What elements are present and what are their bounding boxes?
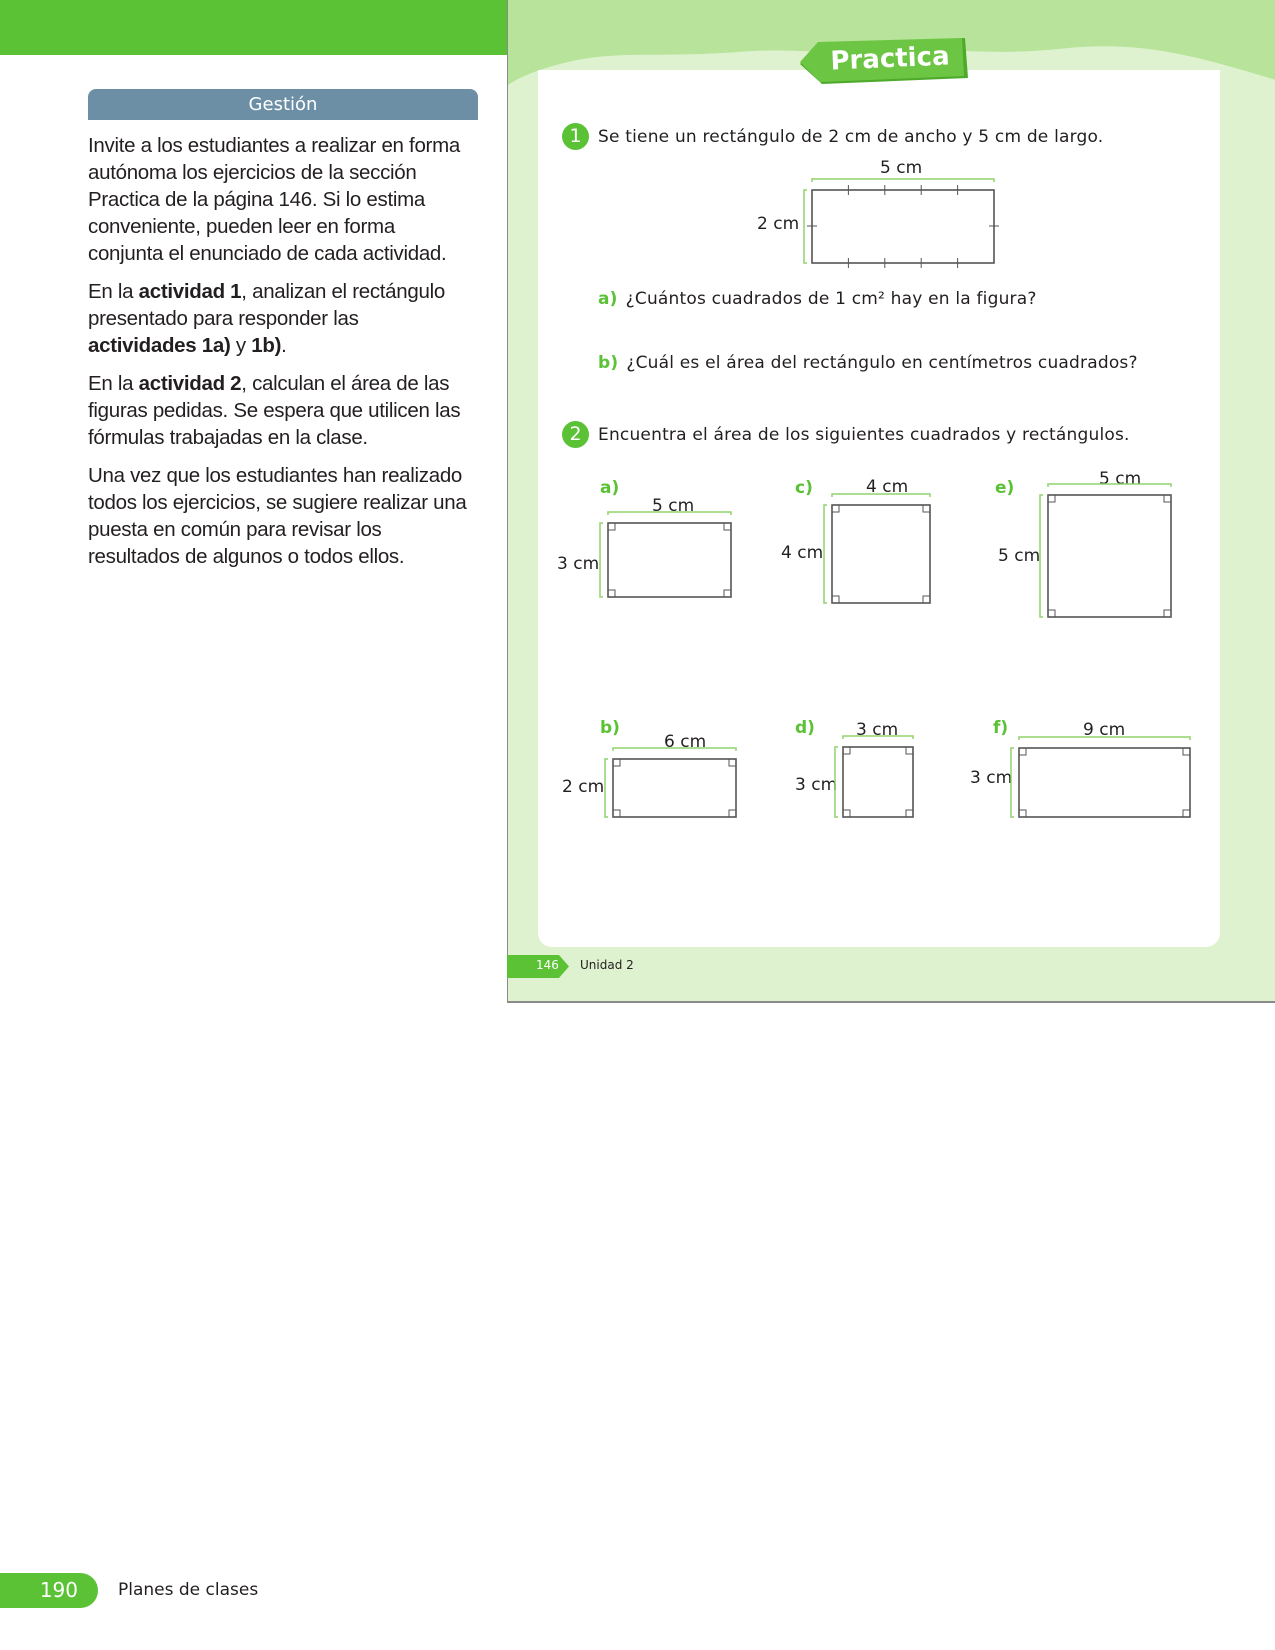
figure-c-width: 4 cm — [866, 477, 909, 497]
page-number-190: 190 — [0, 1573, 98, 1608]
content-card — [538, 70, 1220, 947]
figure-d-width: 3 cm — [856, 720, 899, 740]
figure-d-height: 3 cm — [795, 775, 838, 795]
figure-e-height: 5 cm — [998, 546, 1041, 566]
q1-width-label: 5 cm — [880, 158, 923, 178]
figure-b-height: 2 cm — [562, 777, 605, 797]
figure-b-letter: b) — [600, 718, 620, 738]
page-number-146: 146 — [536, 958, 559, 972]
question-1a: a) ¿Cuántos cuadrados de 1 cm² hay en la figura? — [598, 289, 1037, 309]
paragraph: Invite a los estudiantes a realizar en forma autónoma los ejercicios de la sección Practica de la página 146. Si lo estima conveniente, pueden leer en forma conjunta el enunciado de cada actividad. — [88, 134, 460, 265]
figure-b-width: 6 cm — [664, 732, 707, 752]
figure-a-letter: a) — [600, 478, 620, 498]
figure-a-width: 5 cm — [652, 496, 695, 516]
figure-c-letter: c) — [795, 478, 813, 498]
figure-f-width: 9 cm — [1083, 720, 1126, 740]
unit-label: Unidad 2 — [580, 958, 634, 972]
section-title-gestion: Gestión — [88, 89, 478, 120]
practica-title: Practica — [829, 41, 951, 77]
figure-e-width: 5 cm — [1099, 469, 1142, 489]
gestion-text — [88, 132, 470, 581]
paragraph: Una vez que los estudiantes han realizado todos los ejercicios, se sugiere realizar una puesta en común para revisar los resultados de algunos o todos ellos. — [88, 464, 467, 568]
top-green-bar — [0, 0, 508, 55]
question-1-number: 1 — [562, 123, 589, 150]
question-1-text: Se tiene un rectángulo de 2 cm de ancho y 5 cm de largo. — [598, 127, 1104, 147]
figure-c-height: 4 cm — [781, 543, 824, 563]
question-2-number: 2 — [562, 421, 589, 448]
practica-page — [507, 0, 1275, 1003]
question-2-text: Encuentra el área de los siguientes cuadrados y rectángulos. — [598, 425, 1130, 445]
figure-e-letter: e) — [995, 478, 1015, 498]
figure-f-letter: f) — [993, 718, 1009, 738]
paragraph: En la actividad 2, calculan el área de las figuras pedidas. Se espera que utilicen las fórmulas trabajadas en la clase. — [88, 372, 461, 449]
figure-d-letter: d) — [795, 718, 815, 738]
question-1b: b) ¿Cuál es el área del rectángulo en centímetros cuadrados? — [598, 353, 1138, 373]
footer-label: Planes de clases — [118, 1580, 259, 1600]
paragraph: En la actividad 1, analizan el rectángulo presentado para responder las actividades 1a) y 1b). — [88, 280, 445, 357]
figure-f-height: 3 cm — [970, 768, 1013, 788]
q1-height-label: 2 cm — [757, 214, 800, 234]
figure-a-height: 3 cm — [557, 554, 600, 574]
